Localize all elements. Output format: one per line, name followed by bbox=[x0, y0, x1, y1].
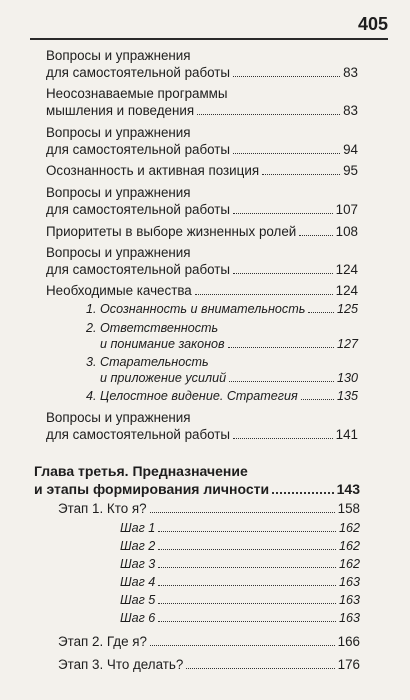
toc-entry bbox=[46, 184, 358, 218]
dot-leader bbox=[195, 294, 333, 295]
toc-page-number: 107 bbox=[335, 202, 358, 217]
toc-entry-title: Вопросы и упражнения bbox=[46, 410, 191, 425]
toc-entry-title: Шаг 3 bbox=[120, 557, 156, 571]
toc-page-number: 125 bbox=[336, 302, 358, 316]
toc-subentry bbox=[86, 301, 358, 317]
toc-entry bbox=[46, 47, 358, 81]
toc-page-number: 95 bbox=[343, 163, 358, 178]
dot-leader bbox=[158, 531, 336, 532]
dot-leader bbox=[158, 585, 336, 586]
toc-page-number: 163 bbox=[338, 575, 360, 589]
toc-page-number: 162 bbox=[338, 557, 360, 571]
toc-entry bbox=[46, 85, 358, 119]
toc-entry-title: для самостоятельной работы bbox=[46, 427, 231, 442]
toc-entry-title: для самостоятельной работы bbox=[46, 262, 231, 277]
dot-leader bbox=[228, 347, 334, 348]
toc-page-number: 141 bbox=[335, 427, 358, 442]
toc-entry-title: и этапы формирования личности bbox=[34, 481, 270, 497]
toc-page-number: 176 bbox=[337, 657, 360, 672]
dot-leader bbox=[233, 76, 340, 77]
toc-page-number: 127 bbox=[336, 337, 358, 351]
dot-leader bbox=[233, 273, 333, 274]
toc-page-number: 162 bbox=[338, 521, 360, 535]
dot-leader bbox=[233, 153, 340, 154]
toc-entry-title: для самостоятельной работы bbox=[46, 142, 231, 157]
toc-entry bbox=[58, 500, 360, 517]
toc-page-number: 163 bbox=[338, 593, 360, 607]
toc-entry-title: Необходимые качества bbox=[46, 283, 192, 298]
dot-leader bbox=[158, 603, 336, 604]
toc-entry-title: 1. Осознанность и внимательность bbox=[86, 302, 306, 316]
dot-leader bbox=[158, 549, 336, 550]
dot-leader bbox=[299, 235, 332, 236]
toc-subentry bbox=[86, 354, 358, 386]
toc-entry-title: Шаг 4 bbox=[120, 575, 156, 589]
toc-entry bbox=[58, 656, 360, 673]
dot-leader bbox=[233, 213, 333, 214]
toc-entry bbox=[46, 409, 358, 443]
dot-leader bbox=[150, 512, 335, 513]
toc-entry-title: и приложение усилий bbox=[100, 371, 227, 385]
toc-entry bbox=[46, 223, 358, 240]
toc-entry-title: Шаг 2 bbox=[120, 539, 156, 553]
toc-entry-title: Вопросы и упражнения bbox=[46, 185, 191, 200]
toc-entry-title: для самостоятельной работы bbox=[46, 65, 231, 80]
toc-chapter-entry bbox=[34, 462, 360, 498]
toc-entry bbox=[58, 633, 360, 650]
toc-page-number: 94 bbox=[343, 142, 358, 157]
toc-entry-title: Вопросы и упражнения bbox=[46, 125, 191, 140]
dot-leader bbox=[158, 621, 336, 622]
toc-page-number: 166 bbox=[337, 634, 360, 649]
toc-entry-title: Шаг 5 bbox=[120, 593, 156, 607]
toc-page-number: 162 bbox=[338, 539, 360, 553]
toc-entry bbox=[46, 282, 358, 299]
toc-entry bbox=[46, 124, 358, 158]
toc-page-number: 135 bbox=[336, 389, 358, 403]
toc-entry-title: Этап 3. Что делать? bbox=[58, 657, 184, 672]
toc-entry-title: 4. Целостное видение. Стратегия bbox=[86, 389, 298, 403]
toc-entry-title: Приоритеты в выборе жизненных ролей bbox=[46, 224, 297, 239]
toc-subentry bbox=[120, 538, 360, 554]
toc-subentry bbox=[86, 388, 358, 404]
dot-leader bbox=[229, 381, 334, 382]
toc-entry-title: Шаг 1 bbox=[120, 521, 156, 535]
toc-page-number: 124 bbox=[335, 262, 358, 277]
toc-page-number: 158 bbox=[337, 501, 360, 516]
toc-subentry bbox=[120, 610, 360, 626]
dot-leader bbox=[301, 399, 334, 400]
toc-entry-title: Неосознаваемые программы bbox=[46, 86, 228, 101]
toc-entry-title: Этап 2. Где я? bbox=[58, 634, 147, 649]
toc-entry-title: Вопросы и упражнения bbox=[46, 48, 191, 63]
toc-subentry bbox=[120, 592, 360, 608]
toc-page-number: 83 bbox=[343, 103, 358, 118]
toc-subentry bbox=[120, 574, 360, 590]
toc-page-number: 108 bbox=[335, 224, 358, 239]
dot-leader bbox=[186, 668, 334, 669]
toc-entry bbox=[46, 162, 358, 179]
dot-leader bbox=[150, 645, 335, 646]
toc-entry-title: мышления и поведения bbox=[46, 103, 195, 118]
toc-entry-title: Осознанность и активная позиция bbox=[46, 163, 260, 178]
dot-leader bbox=[197, 114, 340, 115]
dot-leader bbox=[158, 567, 336, 568]
toc-page-number: 130 bbox=[336, 371, 358, 385]
toc-entry-title: 2. Ответственность bbox=[86, 321, 219, 335]
toc-page-number: 163 bbox=[338, 611, 360, 625]
toc-entry-title: 3. Старательность bbox=[86, 355, 209, 369]
page-number: 405 bbox=[357, 14, 388, 34]
toc-subentry bbox=[120, 556, 360, 572]
toc-subentry bbox=[120, 520, 360, 536]
toc-entry-title: Глава третья. Предназначение bbox=[34, 463, 248, 479]
dot-leader bbox=[262, 174, 340, 175]
dot-leader bbox=[233, 438, 333, 439]
dot-leader bbox=[272, 492, 334, 494]
toc-page-number: 143 bbox=[336, 481, 360, 497]
toc-entry-title: для самостоятельной работы bbox=[46, 202, 231, 217]
toc-entry-title: и понимание законов bbox=[100, 337, 225, 351]
toc-entry bbox=[46, 244, 358, 278]
toc-entry-title: Этап 1. Кто я? bbox=[58, 501, 147, 516]
dot-leader bbox=[308, 312, 334, 313]
toc-entry-title: Вопросы и упражнения bbox=[46, 245, 191, 260]
toc-entry-title: Шаг 6 bbox=[120, 611, 156, 625]
toc-subentry bbox=[86, 320, 358, 352]
toc-page-number: 83 bbox=[343, 65, 358, 80]
toc-page-number: 124 bbox=[335, 283, 358, 298]
